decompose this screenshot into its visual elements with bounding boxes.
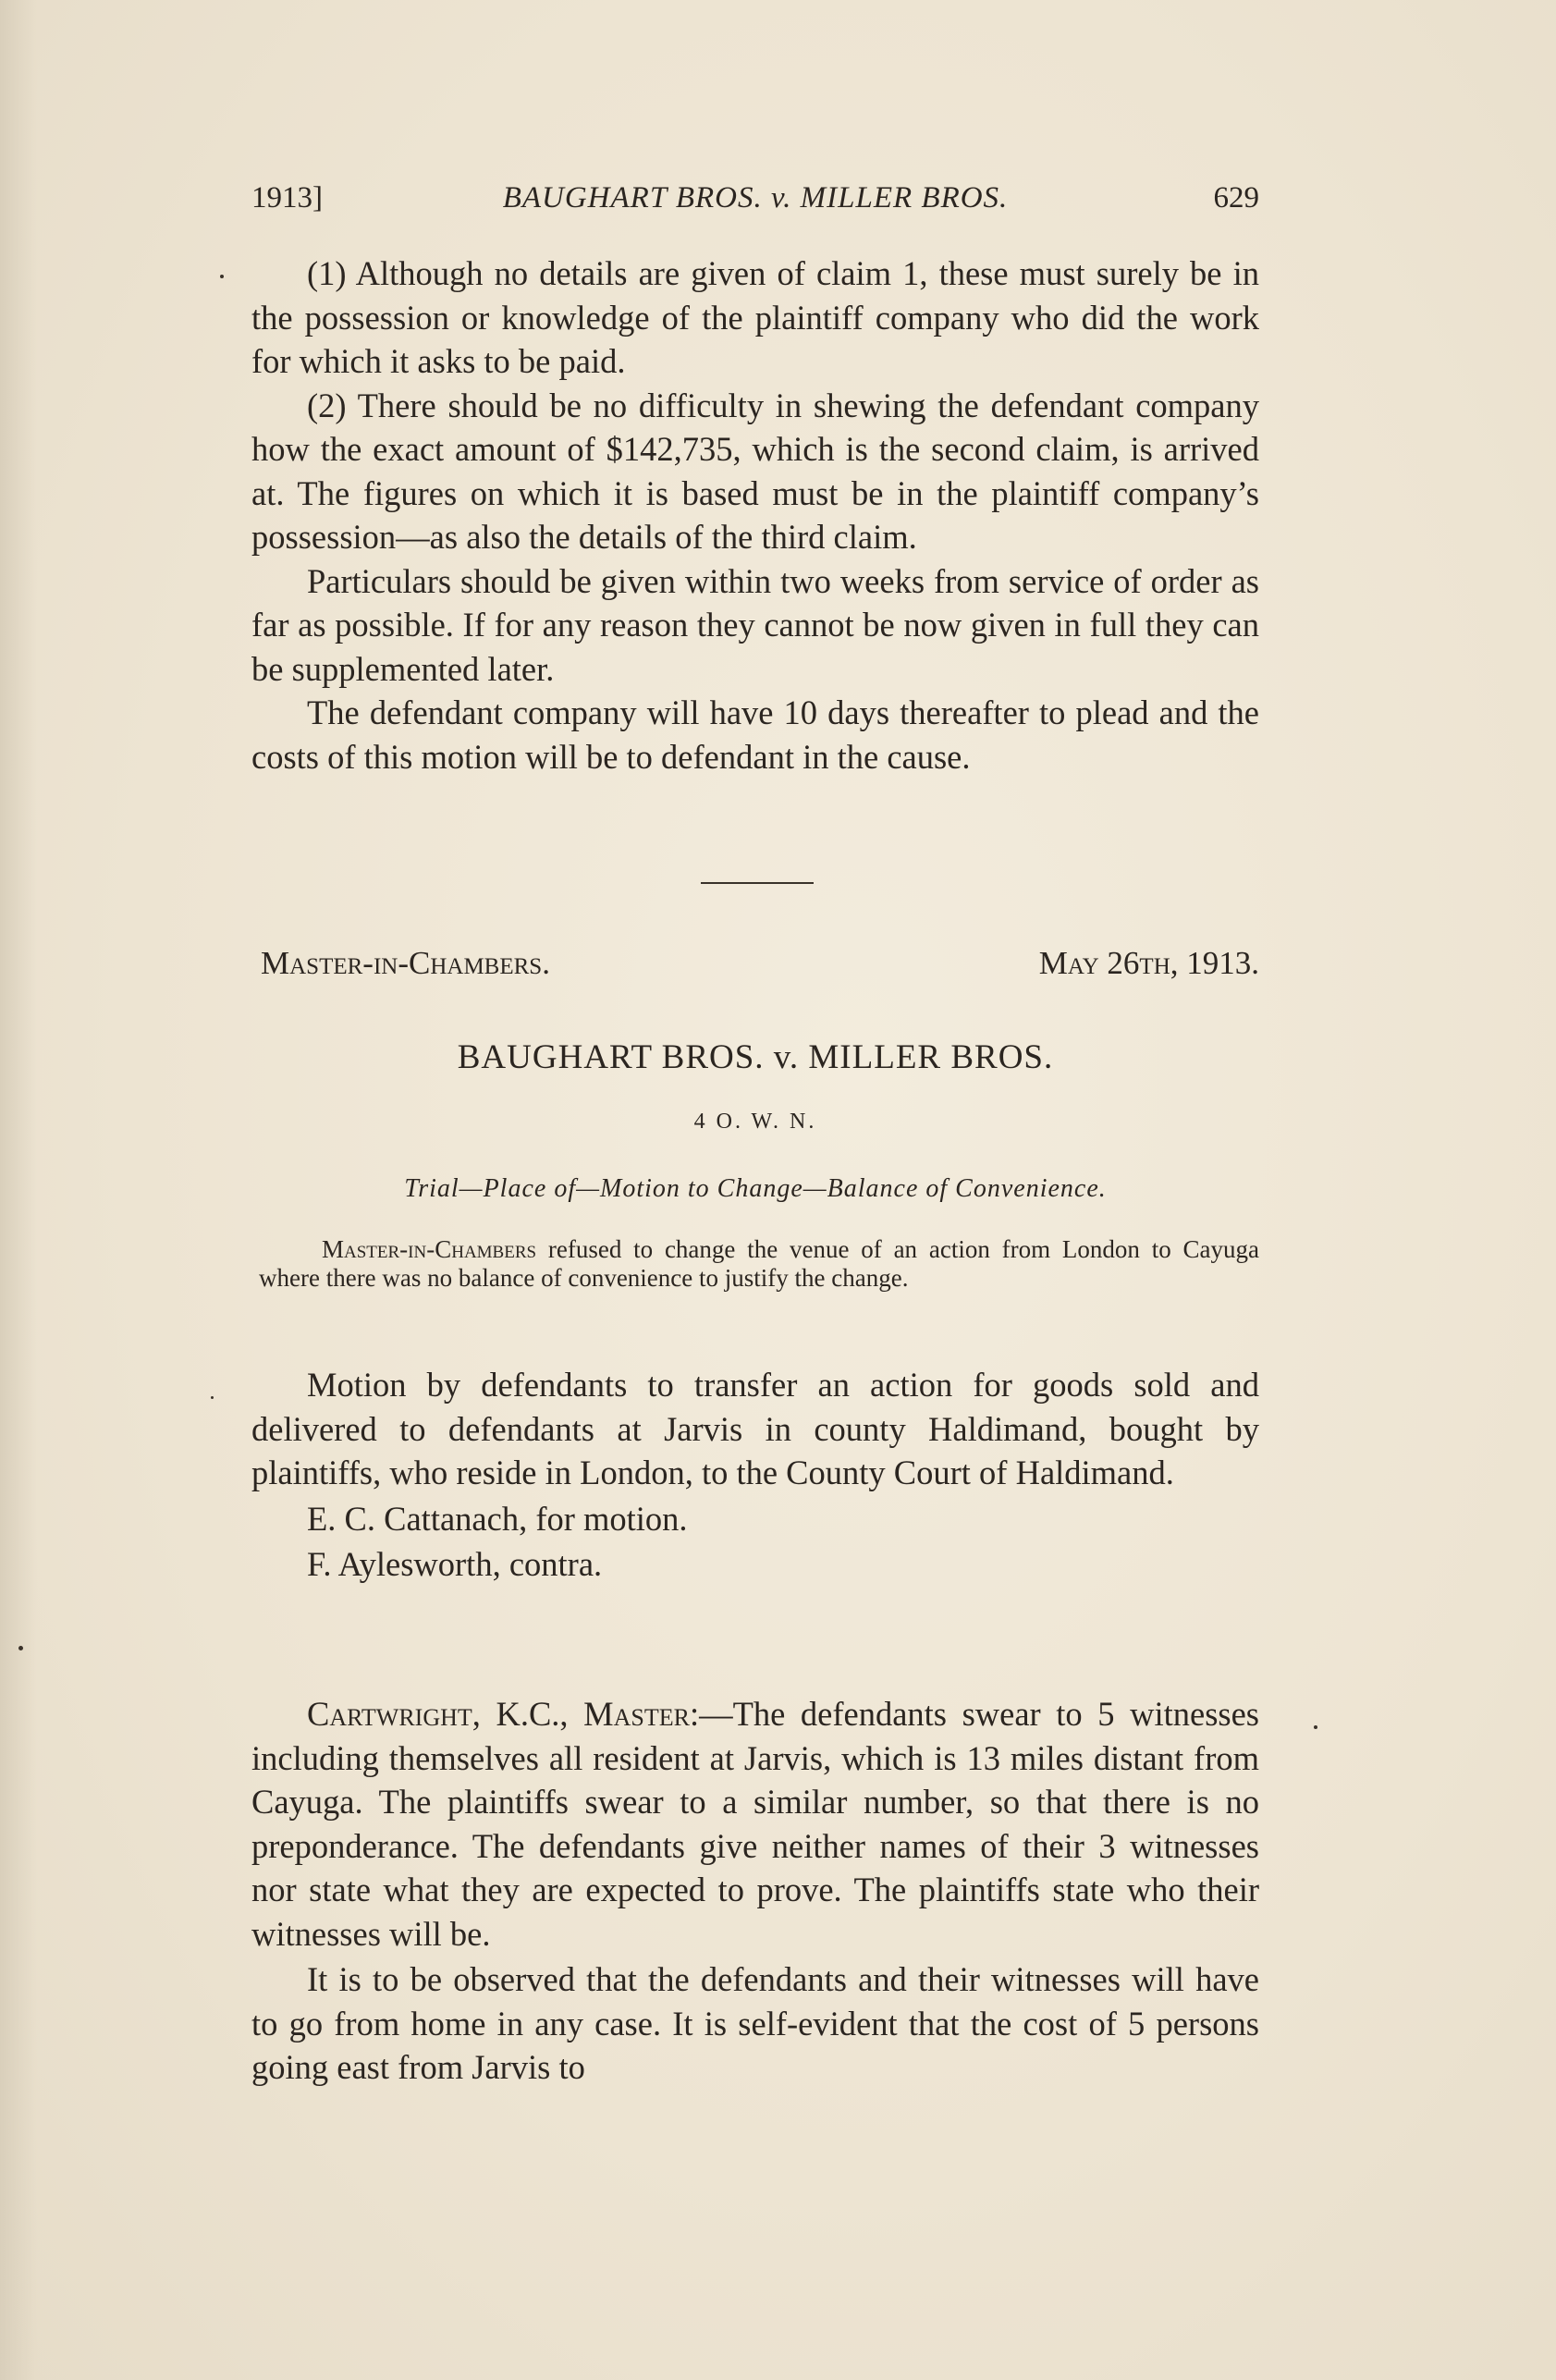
judgment-section (251, 1692, 1259, 2092)
counsel-contra: F. Aylesworth, contra. (307, 1545, 603, 1583)
motion-section (251, 1363, 1259, 1589)
judgment-paragraph: It is to be observed that the defendants and their witnesses will have to go from home in any case. It is self-evident that the cost of 5 persons going east from Jarvis to (251, 1960, 1259, 2086)
paragraph: (1) Although no details are given of claim 1, these must surely be in the possession or knowledge of the plaintiff company who did the work for which it asks to be paid. (251, 254, 1259, 380)
court-name: Master-in-Chambers. (261, 945, 550, 981)
headnote-title: Trial—Place of—Motion to Change—Balance of Convenience. (404, 1174, 1107, 1203)
judge-name: Cartwright, K.C., Master (307, 1695, 690, 1733)
header-year: 1913] (251, 181, 323, 215)
print-speck (18, 1646, 23, 1650)
headnote-lead: Master-in-Chambers (322, 1235, 537, 1263)
previous-judgment-conclusion (251, 251, 1259, 779)
paragraph: The defendant company will have 10 days thereafter to plead and the costs of this motion will be to defendant in the cause. (251, 693, 1259, 776)
decision-date: May 26th, 1913. (1038, 945, 1259, 981)
paragraph: (2) There should be no difficulty in shewing the defendant company how the exact amount of $142,735, which is the second claim, is arrived at. The figures on which it is based must be in the plaintiff company’s possession—as also the details of the third claim. (251, 386, 1259, 556)
running-title: BAUGHART BROS. v. MILLER BROS. (502, 181, 1009, 215)
court-date-line (261, 945, 1259, 986)
print-speck (220, 275, 224, 278)
section-divider (701, 882, 814, 884)
judgment-text: :—The defendants swear to 5 witnesses including themselves all resident at Jarvis, which is 13 miles distant from Cayuga. The plaintiffs swear to a similar number, so that there is no preponderance. The defendants give neither names of their 3 witnesses nor state what they are expected to prove. The plaintiffs state who their witnesses will be. (251, 1695, 1260, 1953)
case-title: BAUGHART BROS. v. MILLER BROS. (457, 1038, 1054, 1076)
print-speck (1314, 1725, 1317, 1729)
counsel-for-motion: E. C. Cattanach, for motion. (307, 1499, 688, 1538)
judgment-paragraph (251, 1692, 1259, 1956)
binding-shadow (0, 0, 37, 2380)
case-citation: 4 O. W. N. (693, 1110, 817, 1134)
headnote-text: refused to change the venue of an action from London to Cayuga where there was no balance of convenience to justify the change. (259, 1235, 1259, 1292)
page-number: 629 (1213, 181, 1259, 215)
paragraph: Particulars should be given within two weeks from service of order as far as possible. If for any reason they cannot be now given in full they can be supplemented later. (251, 561, 1259, 688)
headnote (259, 1235, 1259, 1293)
motion-text: Motion by defendants to transfer an action for goods sold and delivered to defendants at Jarvis in county Haldimand, bought by plaintiffs, who reside in London, to the County Court of Haldimand. (251, 1366, 1259, 1491)
print-speck (211, 1396, 214, 1399)
running-header (251, 181, 1259, 218)
